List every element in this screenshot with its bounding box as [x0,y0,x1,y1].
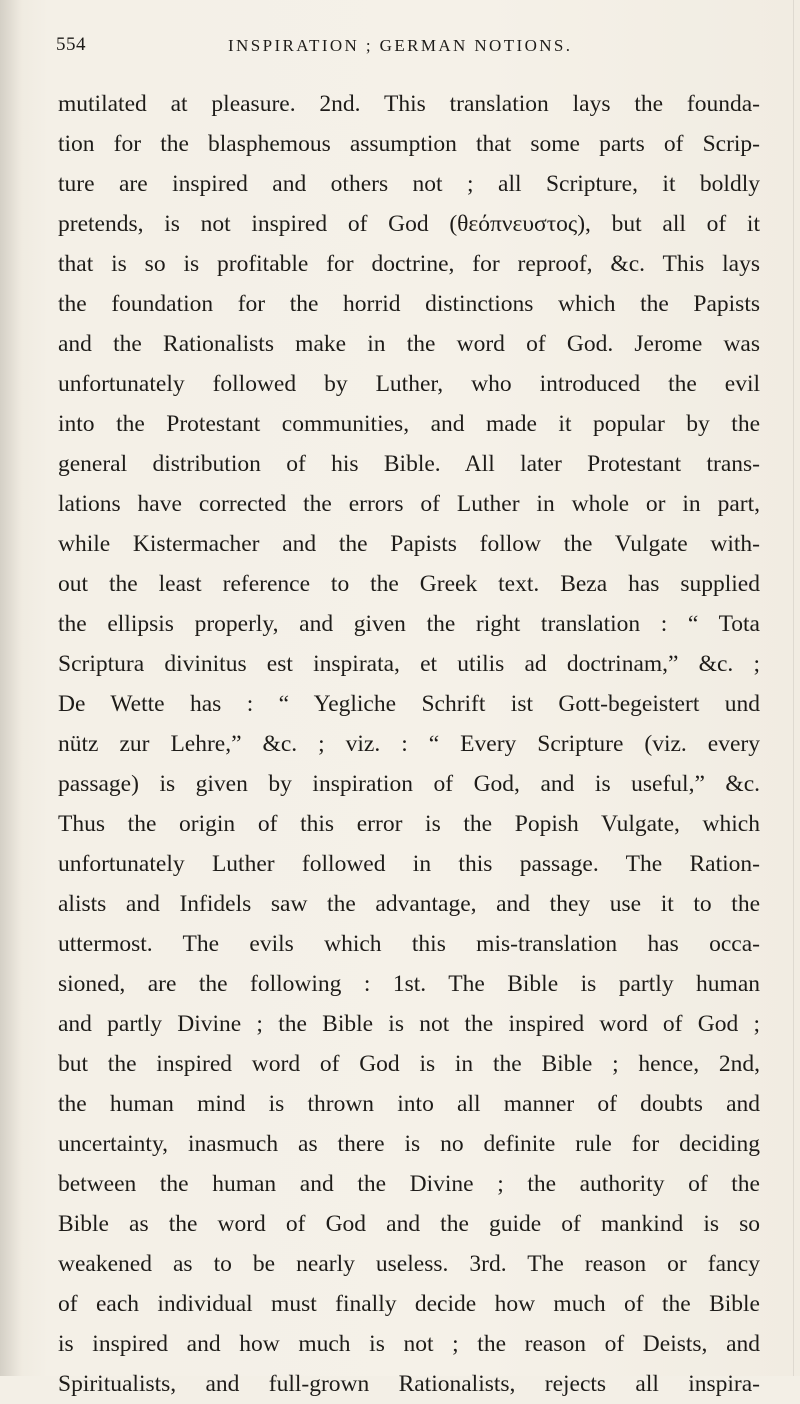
text-line: unfortunately followed by Luther, who introduced the evil [58,371,760,397]
body-text [58,84,760,1404]
text-line: Scriptura divinitus est inspirata, et utilis ad doctrinam,” &c. ; [58,651,760,677]
text-line: but the inspired word of God is in the Bible ; hence, 2nd, [58,1051,760,1077]
text-line: Spiritualists, and full-grown Rationalists, rejects all inspira- [58,1371,760,1397]
text-line: the human mind is thrown into all manner of doubts and [58,1091,760,1117]
text-line: sioned, are the following : 1st. The Bible is partly human [58,971,760,997]
text-line: and the Rationalists make in the word of God. Jerome was [58,331,760,357]
text-line: is inspired and how much is not ; the reason of Deists, and [58,1331,760,1357]
text-line: the ellipsis properly, and given the right translation : “ Tota [58,611,760,637]
text-line: into the Protestant communities, and made it popular by the [58,411,760,437]
text-line: unfortunately Luther followed in this passage. The Ration- [58,851,760,877]
text-line: uncertainty, inasmuch as there is no definite rule for deciding [58,1131,760,1157]
text-line: De Wette has : “ Yegliche Schrift ist Gott-begeistert und [58,691,760,717]
text-line: general distribution of his Bible. All later Protestant trans- [58,451,760,477]
text-line: passage) is given by inspiration of God, and is useful,” &c. [58,771,760,797]
binding-shadow [0,0,22,1376]
text-line: ture are inspired and others not ; all Scripture, it boldly [58,171,760,197]
text-line: and partly Divine ; the Bible is not the inspired word of God ; [58,1011,760,1037]
text-line: weakened as to be nearly useless. 3rd. The reason or fancy [58,1251,760,1277]
page-header [56,34,756,64]
text-line: pretends, is not inspired of God (θεόπνευστος), but all of it [58,211,760,237]
running-head: INSPIRATION ; GERMAN NOTIONS. [228,36,573,55]
text-line: the foundation for the horrid distinctions which the Papists [58,291,760,317]
text-line: that is so is profitable for doctrine, for reproof, &c. This lays [58,251,760,277]
text-line: uttermost. The evils which this mis-translation has occa- [58,931,760,957]
text-line: Bible as the word of God and the guide of mankind is so [58,1211,760,1237]
text-line: nütz zur Lehre,” &c. ; viz. : “ Every Scripture (viz. every [58,731,760,757]
text-line: out the least reference to the Greek text. Beza has supplied [58,571,760,597]
page-number: 554 [56,34,86,55]
text-line: while Kistermacher and the Papists follow the Vulgate with- [58,531,760,557]
text-line: Thus the origin of this error is the Popish Vulgate, which [58,811,760,837]
text-line: tion for the blasphemous assumption that some parts of Scrip- [58,131,760,157]
text-line: between the human and the Divine ; the authority of the [58,1171,760,1197]
text-line: lations have corrected the errors of Luther in whole or in part, [58,491,760,517]
text-line: alists and Infidels saw the advantage, and they use it to the [58,891,760,917]
page-edge [793,0,794,1376]
text-line: of each individual must finally decide how much of the Bible [58,1291,760,1317]
text-line: mutilated at pleasure. 2nd. This translation lays the founda- [58,91,760,117]
